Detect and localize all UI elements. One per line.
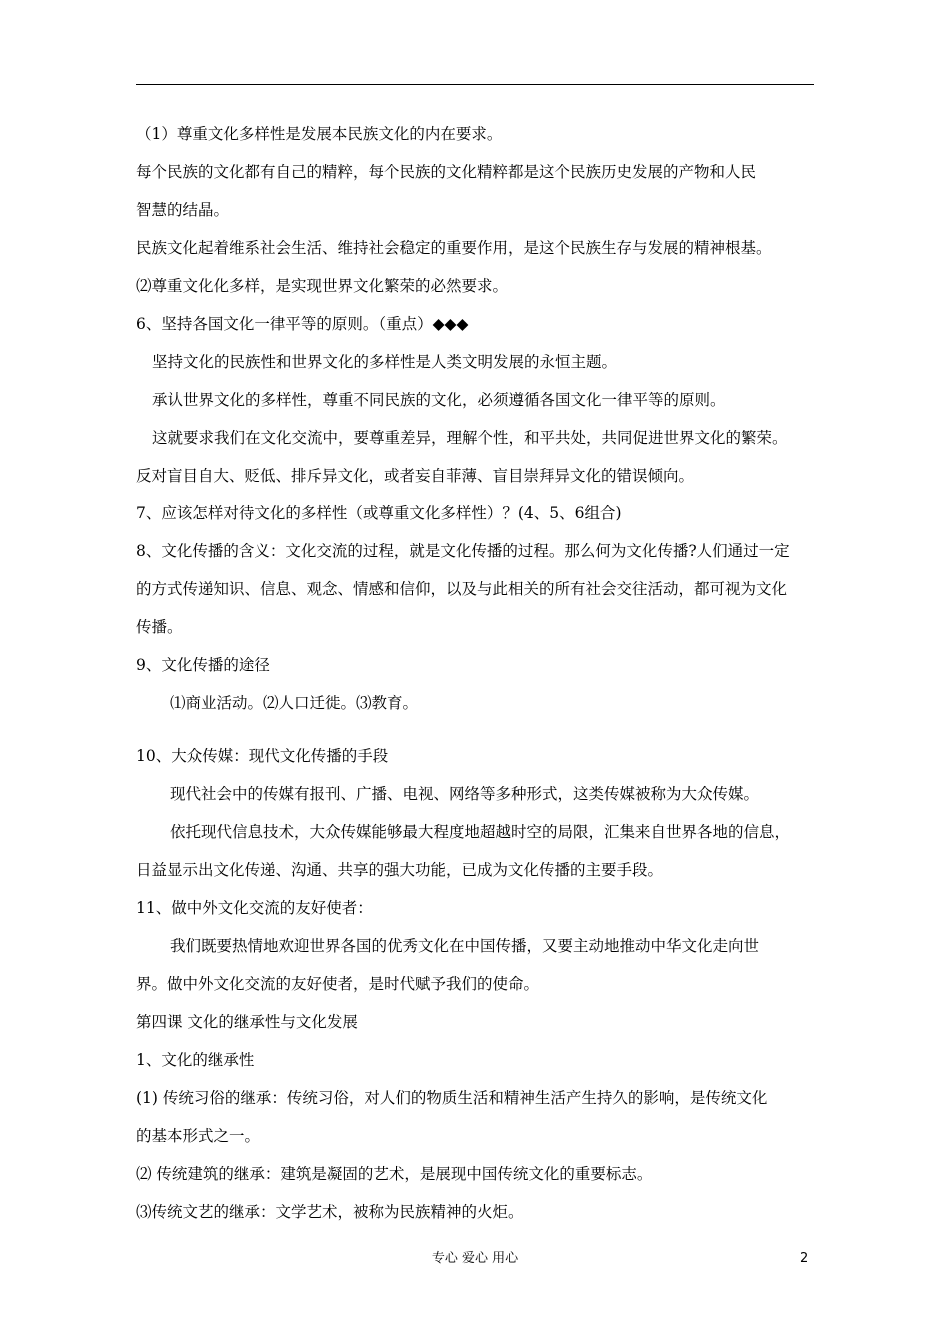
footer-motto: 专心 爱心 用心: [431, 1251, 519, 1266]
text-line: 承认世界文化的多样性，尊重不同民族的文化，必须遵循各国文化一律平等的原则。: [152, 391, 726, 409]
section-heading: 9、文化传播的途径: [136, 656, 270, 674]
text-line: 每个民族的文化都有自己的精粹，每个民族的文化精粹都是这个民族历史发展的产物和人民: [136, 163, 757, 181]
text-line: 的方式传递知识、信息、观念、情感和信仰，以及与此相关的所有社会交往活动，都可视为文化: [136, 580, 788, 598]
section-heading: 8、文化传播的含义：文化交流的过程，就是文化传播的过程。那么何为文化传播?人们通过一定: [136, 542, 790, 560]
text-line: （1）尊重文化多样性是发展本民族文化的内在要求。: [136, 125, 503, 143]
text-line: 反对盲目自大、贬低、排斥异文化，或者妄自菲薄、盲目崇拜异文化的错误倾向。: [136, 467, 695, 485]
text-line: 依托现代信息技术，大众传媒能够最大程度地超越时空的局限，汇集来自世界各地的信息，: [170, 823, 791, 841]
text-line: 界。做中外文化交流的友好使者，是时代赋予我们的使命。: [136, 975, 540, 993]
text-line: 现代社会中的传媒有报刊、广播、电视、网络等多种形式，这类传媒被称为大众传媒。: [170, 785, 760, 803]
section-heading: 1、文化的继承性: [136, 1051, 255, 1069]
section-heading: 11、做中外文化交流的友好使者：: [136, 899, 373, 917]
text-line: ⑴商业活动。⑵人口迁徙。⑶教育。: [170, 694, 419, 712]
lesson-heading: 第四课 文化的继承性与文化发展: [136, 1013, 358, 1031]
text-line: 这就要求我们在文化交流中，要尊重差异，理解个性，和平共处，共同促进世界文化的繁荣。: [152, 429, 788, 447]
header-rule: [136, 84, 814, 85]
text-line: 传播。: [136, 618, 183, 636]
section-heading: 10、大众传媒：现代文化传播的手段: [136, 747, 389, 765]
text-line: 日益显示出文化传递、沟通、共享的强大功能，已成为文化传播的主要手段。: [136, 861, 664, 879]
page-number: 2: [800, 1251, 809, 1266]
text-line: ⑶传统文艺的继承：文学艺术，被称为民族精神的火炬。: [136, 1203, 524, 1221]
section-heading: 7、应该怎样对待文化的多样性（或尊重文化多样性）？(4、5、6组合): [136, 504, 622, 522]
text-line: 的基本形式之一。: [136, 1127, 261, 1145]
text-line: 民族文化起着维系社会生活、维持社会稳定的重要作用，是这个民族生存与发展的精神根基。: [136, 239, 772, 257]
text-line: ⑵尊重文化化多样，是实现世界文化繁荣的必然要求。: [136, 277, 509, 295]
text-line: 我们既要热情地欢迎世界各国的优秀文化在中国传播，又要主动地推动中华文化走向世: [170, 937, 760, 955]
text-line: 智慧的结晶。: [136, 201, 230, 219]
section-heading: 6、坚持各国文化一律平等的原则。（重点）◆◆◆: [136, 315, 469, 333]
text-line: 坚持文化的民族性和世界文化的多样性是人类文明发展的永恒主题。: [152, 353, 618, 371]
text-line: (1) 传统习俗的继承：传统习俗，对人们的物质生活和精神生活产生持久的影响，是传统文化: [136, 1089, 768, 1107]
text-line: ⑵ 传统建筑的继承：建筑是凝固的艺术，是展现中国传统文化的重要标志。: [136, 1165, 653, 1183]
